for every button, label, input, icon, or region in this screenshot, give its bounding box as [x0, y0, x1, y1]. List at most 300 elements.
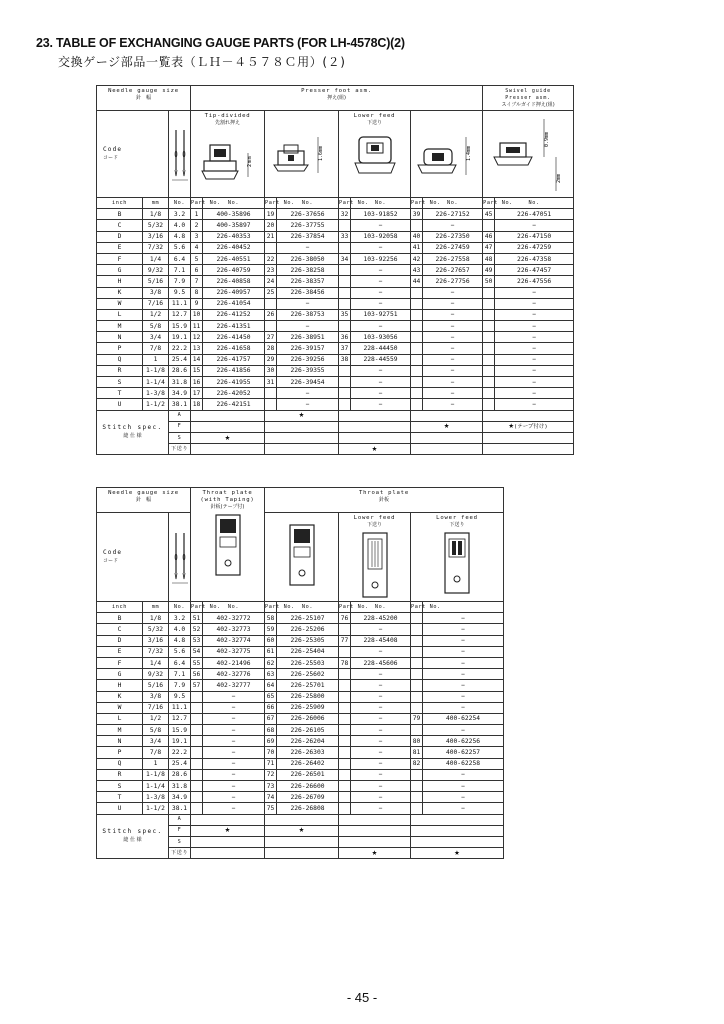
table-cell: − — [203, 691, 265, 702]
table-cell: − — [351, 265, 411, 276]
table-cell: 9.5 — [169, 287, 191, 298]
table-cell — [191, 691, 203, 702]
table-cell: 61 — [265, 646, 277, 657]
table-cell: − — [423, 657, 504, 668]
table-cell: 226-26105 — [277, 725, 339, 736]
table-cell: − — [423, 343, 483, 354]
code-letter: D — [97, 635, 143, 646]
spec-f-presser — [265, 421, 339, 432]
table-cell: 226-38456 — [277, 287, 339, 298]
stitch-spec-label — [97, 410, 169, 455]
table-cell: 226-40353 — [203, 231, 265, 242]
table-cell: − — [423, 669, 504, 680]
table-row — [97, 792, 504, 803]
code-letter: D — [97, 231, 143, 242]
table-cell — [483, 365, 495, 376]
col-no: No. — [169, 198, 191, 209]
col-part-no: Part No. — [339, 198, 351, 209]
table-cell: 10 — [191, 309, 203, 320]
table-cell: 1 — [143, 758, 169, 769]
table-cell: 53 — [191, 635, 203, 646]
table-cell: 67 — [265, 713, 277, 724]
table-row — [97, 803, 504, 814]
table-cell: 38.1 — [169, 803, 191, 814]
table-cell — [411, 298, 423, 309]
code-cell — [97, 513, 169, 602]
page-number: - 45 - — [346, 990, 378, 1005]
table-cell: 402-32774 — [203, 635, 265, 646]
lower-feed-jp: 下送り — [366, 522, 382, 528]
code-letter: G — [97, 265, 143, 276]
table-cell: 36 — [339, 332, 351, 343]
table-cell — [411, 680, 423, 691]
table-row — [97, 691, 504, 702]
table-cell: 226-26204 — [277, 736, 339, 747]
table-cell: 1 — [191, 209, 203, 220]
table-cell: − — [277, 399, 339, 410]
col-part-no: Part No. — [191, 198, 203, 209]
stitch-spec-jp: 縫 仕 様 — [123, 837, 142, 844]
table-cell: − — [495, 321, 574, 332]
col-no: No. — [203, 198, 265, 209]
spec-lf-presser — [265, 444, 339, 455]
table-cell: − — [351, 713, 411, 724]
table-cell: 4.8 — [169, 635, 191, 646]
table-cell: 3/8 — [143, 691, 169, 702]
code-label: Code — [103, 146, 123, 153]
table-cell — [339, 758, 351, 769]
table-cell — [339, 365, 351, 376]
table-cell: − — [351, 377, 411, 388]
table-cell: 226-39454 — [277, 377, 339, 388]
table-cell — [411, 332, 423, 343]
table-cell: 4.8 — [169, 231, 191, 242]
table-cell: 226-27657 — [423, 265, 483, 276]
lower-feed-cell — [339, 111, 411, 198]
table-cell — [265, 321, 277, 332]
throat-plate-jp: 針板 — [379, 497, 390, 503]
code-letter: W — [97, 702, 143, 713]
table-cell: 5/8 — [143, 725, 169, 736]
spec-lowerfeed-label: 下送り — [169, 444, 191, 455]
table-cell: 226-25701 — [277, 680, 339, 691]
table-cell — [191, 769, 203, 780]
table-cell: 4.0 — [169, 220, 191, 231]
code-letter: C — [97, 220, 143, 231]
table-cell: 15.9 — [169, 725, 191, 736]
table-cell: 226-26600 — [277, 781, 339, 792]
table-cell: 5.6 — [169, 242, 191, 253]
spec2-s-4 — [411, 836, 504, 847]
table-cell: 42 — [411, 253, 423, 264]
table-cell: − — [495, 388, 574, 399]
table-cell: 1-1/4 — [143, 781, 169, 792]
table-cell — [339, 242, 351, 253]
code-cell — [97, 111, 169, 198]
table-cell: 72 — [265, 769, 277, 780]
table-cell: 12.7 — [169, 309, 191, 320]
code-letter: T — [97, 792, 143, 803]
table-cell: 13 — [191, 343, 203, 354]
table-cell: − — [351, 747, 411, 758]
table-cell: − — [423, 769, 504, 780]
needle-gauge-label: Needle gauge size — [108, 88, 179, 94]
table-row — [97, 713, 504, 724]
table-cell: 1/8 — [143, 613, 169, 624]
table-cell — [339, 321, 351, 332]
table-cell — [411, 388, 423, 399]
table-cell: 226-38258 — [277, 265, 339, 276]
table-cell: 14 — [191, 354, 203, 365]
table-cell — [483, 321, 495, 332]
table-cell — [265, 388, 277, 399]
table-cell: 77 — [339, 635, 351, 646]
code-letter: Q — [97, 758, 143, 769]
table-cell: − — [495, 365, 574, 376]
table-cell — [411, 725, 423, 736]
spec-lf-foot4 — [411, 444, 483, 455]
spec2-lf-3-star: ★ — [339, 848, 411, 859]
spec-a-foot4 — [411, 410, 483, 421]
table-cell — [191, 747, 203, 758]
stitch-spec-row — [97, 410, 574, 421]
table-cell: 65 — [265, 691, 277, 702]
table-cell: − — [351, 646, 411, 657]
presser-foot-label: Presser foot asm. — [301, 88, 372, 94]
table-row — [97, 309, 574, 320]
spec-f-lower — [339, 421, 411, 432]
table-cell: 103-91852 — [351, 209, 411, 220]
table-cell — [265, 399, 277, 410]
table-cell: 1-1/2 — [143, 803, 169, 814]
column-header-row — [97, 602, 504, 613]
table-cell: 49 — [483, 265, 495, 276]
table-cell: 228-45606 — [351, 657, 411, 668]
code-letter: K — [97, 691, 143, 702]
stitch-spec-row — [97, 814, 504, 825]
table-cell — [339, 781, 351, 792]
table-cell: 1-3/8 — [143, 792, 169, 803]
spec-f-swivel — [483, 421, 574, 432]
throat-plate-taping-jp: 針板(テープ付) — [210, 504, 245, 510]
column-header-row — [97, 198, 574, 209]
table-cell: 7/8 — [143, 343, 169, 354]
col-no: No. — [423, 198, 483, 209]
table-cell: − — [351, 736, 411, 747]
table-cell: 32 — [339, 209, 351, 220]
table-cell — [483, 220, 495, 231]
table-cell: 1-3/8 — [143, 388, 169, 399]
code-letter: B — [97, 613, 143, 624]
spec2-a-2 — [265, 814, 339, 825]
lower-feed-throat-cell-2 — [411, 513, 504, 602]
table-cell — [265, 242, 277, 253]
code-letter: L — [97, 713, 143, 724]
table-row — [97, 669, 504, 680]
table-cell: − — [203, 725, 265, 736]
table-cell: − — [351, 691, 411, 702]
code-letter: U — [97, 803, 143, 814]
table-cell — [411, 220, 423, 231]
swivel-guide-dimension-b: 2mm — [556, 173, 563, 183]
table-cell — [191, 758, 203, 769]
table-cell: 15 — [191, 365, 203, 376]
taped-note: (テープ付け) — [513, 423, 548, 430]
table-cell — [411, 803, 423, 814]
table-cell — [483, 332, 495, 343]
code-letter: F — [97, 253, 143, 264]
table-cell: 226-47358 — [495, 253, 574, 264]
table-cell — [411, 309, 423, 320]
spec-lf-swivel — [483, 444, 574, 455]
spec2-f-3 — [339, 825, 411, 836]
table-cell — [339, 265, 351, 276]
table-cell: 1-1/8 — [143, 769, 169, 780]
throat-plate-label: Throat plate — [359, 490, 410, 496]
table-cell: 34.9 — [169, 792, 191, 803]
lower-feed-jp: 下送り — [449, 522, 465, 528]
needle-illustration-cell — [169, 513, 191, 602]
table-cell: 7/16 — [143, 702, 169, 713]
table-cell: − — [351, 321, 411, 332]
table-cell — [411, 691, 423, 702]
table-cell: − — [495, 399, 574, 410]
table-cell: 226-41252 — [203, 309, 265, 320]
table-cell — [339, 725, 351, 736]
table-cell: 28 — [265, 343, 277, 354]
table-cell: 38.1 — [169, 399, 191, 410]
table-cell: − — [277, 242, 339, 253]
table-row — [97, 769, 504, 780]
table-cell: − — [423, 702, 504, 713]
table-cell: − — [203, 736, 265, 747]
stitch-spec-row — [97, 421, 574, 432]
presser-foot-dimension: 1.6mm — [317, 145, 324, 161]
table-cell: 226-27459 — [423, 242, 483, 253]
table-cell — [483, 354, 495, 365]
spec-a-lower — [339, 410, 411, 421]
table-cell: 226-38753 — [277, 309, 339, 320]
table-cell: 228-44559 — [351, 354, 411, 365]
table-cell: 20 — [265, 220, 277, 231]
table-cell: 402-32772 — [203, 613, 265, 624]
table-cell: 22.2 — [169, 747, 191, 758]
table-row — [97, 253, 574, 264]
table-cell: 1/4 — [143, 253, 169, 264]
spec-f-label: F — [169, 421, 191, 432]
spec2-s-3 — [339, 836, 411, 847]
table-cell: − — [495, 354, 574, 365]
table-cell: − — [351, 388, 411, 399]
table-cell: − — [351, 725, 411, 736]
table-cell: 75 — [265, 803, 277, 814]
presser-foot-4-illustration-cell — [411, 111, 483, 198]
needle-illustration-cell — [169, 111, 191, 198]
table-cell: 56 — [191, 669, 203, 680]
stitch-spec-row — [97, 432, 574, 443]
spec-f-label: F — [169, 825, 191, 836]
table-cell: 29 — [265, 354, 277, 365]
table-cell: 31.8 — [169, 781, 191, 792]
table-row — [97, 265, 574, 276]
table-cell: 7/16 — [143, 298, 169, 309]
swivel-guide-illustration-cell — [483, 111, 574, 198]
table-cell: − — [423, 635, 504, 646]
table-cell: − — [203, 702, 265, 713]
table-cell: − — [495, 343, 574, 354]
col-no: No. — [169, 602, 191, 613]
table-cell: − — [495, 298, 574, 309]
table-cell: − — [351, 781, 411, 792]
spec-f-tip — [191, 421, 265, 432]
needle-gauge-jp: 針 幅 — [135, 95, 151, 101]
table-row — [97, 377, 574, 388]
table-cell: 80 — [411, 736, 423, 747]
table-cell: 19 — [265, 209, 277, 220]
code-letter: M — [97, 725, 143, 736]
table-cell: 47 — [483, 242, 495, 253]
spec-s-tip-star: ★ — [191, 432, 265, 443]
table-cell: 402-21496 — [203, 657, 265, 668]
table-cell: 402-32775 — [203, 646, 265, 657]
table-cell: 34.9 — [169, 388, 191, 399]
presser-foot-4-dimension: 1.4mm — [465, 145, 472, 161]
lower-feed-jp: 下送り — [366, 120, 382, 126]
table-cell: 226-40957 — [203, 287, 265, 298]
header-row-2 — [97, 513, 504, 602]
table-cell: 41 — [411, 242, 423, 253]
table-cell: − — [423, 792, 504, 803]
table-cell: − — [351, 792, 411, 803]
spec2-a-3 — [339, 814, 411, 825]
table-cell: 60 — [265, 635, 277, 646]
table-cell: 64 — [265, 680, 277, 691]
table-cell: 69 — [265, 736, 277, 747]
table-cell: 226-25800 — [277, 691, 339, 702]
table-cell: 7/32 — [143, 242, 169, 253]
table-cell — [191, 781, 203, 792]
col-part-no: Part No. — [411, 198, 423, 209]
table-cell: 226-41450 — [203, 332, 265, 343]
table-cell — [483, 343, 495, 354]
code-letter: E — [97, 242, 143, 253]
stitch-spec-text: Stitch spec. — [102, 424, 163, 432]
col-no: No. — [203, 602, 265, 613]
table-cell: 30 — [265, 365, 277, 376]
presser-foot-illustration-cell — [265, 111, 339, 198]
table-cell: 228-44450 — [351, 343, 411, 354]
table-cell: 226-39355 — [277, 365, 339, 376]
spec-a-presser-star: ★ — [265, 410, 339, 421]
swivel-guide-jp: スイブルガイド押え(組) — [501, 102, 555, 108]
table-cell: 226-26808 — [277, 803, 339, 814]
swivel-guide-header — [483, 86, 574, 111]
table-cell: 103-93056 — [351, 332, 411, 343]
col-part-no: Part No. — [191, 602, 203, 613]
table-cell: 25.4 — [169, 758, 191, 769]
table-cell — [483, 388, 495, 399]
table-cell: 226-47457 — [495, 265, 574, 276]
tip-divided-presser-foot-icon — [196, 127, 260, 187]
table-cell: 45 — [483, 209, 495, 220]
table-cell: 103-92256 — [351, 253, 411, 264]
table-cell — [339, 377, 351, 388]
table-cell: 78 — [339, 657, 351, 668]
table-cell: 68 — [265, 725, 277, 736]
table-cell: 226-25305 — [277, 635, 339, 646]
table-cell: 70 — [265, 747, 277, 758]
table-cell: − — [203, 747, 265, 758]
table-cell: 66 — [265, 702, 277, 713]
code-letter: H — [97, 680, 143, 691]
table-cell — [411, 624, 423, 635]
table-cell — [411, 377, 423, 388]
throat-plate-illustration-cell — [265, 513, 339, 602]
tip-divided-label: Tip-divided — [204, 113, 251, 119]
table-cell — [411, 365, 423, 376]
table-cell: 3/16 — [143, 635, 169, 646]
table-cell — [191, 792, 203, 803]
table-cell — [411, 343, 423, 354]
spec2-lf-2 — [265, 848, 339, 859]
table-cell: 1-1/4 — [143, 377, 169, 388]
table-cell — [339, 713, 351, 724]
col-no: No. — [351, 198, 411, 209]
spec2-f-2-star: ★ — [265, 825, 339, 836]
table-row — [97, 231, 574, 242]
table-cell: − — [351, 276, 411, 287]
col-part-no: Part No. — [265, 198, 277, 209]
table-cell — [339, 388, 351, 399]
table-cell: 226-41757 — [203, 354, 265, 365]
spec2-f-4 — [411, 825, 504, 836]
table-cell: − — [423, 377, 483, 388]
swivel-guide-presser-icon — [484, 113, 572, 195]
stitch-spec-jp: 縫 仕 様 — [123, 433, 142, 440]
table-cell: 226-25404 — [277, 646, 339, 657]
presser-foot-header — [191, 86, 483, 111]
table-cell: − — [495, 332, 574, 343]
table-cell — [411, 657, 423, 668]
col-part-no: Part No. — [265, 602, 277, 613]
table-cell — [339, 803, 351, 814]
table-cell: − — [423, 220, 483, 231]
code-letter: C — [97, 624, 143, 635]
table-cell: 228-45408 — [351, 635, 411, 646]
col-mm: mm — [143, 602, 169, 613]
table-cell: 1-1/2 — [143, 399, 169, 410]
table-cell: 226-41054 — [203, 298, 265, 309]
header-row-2 — [97, 111, 574, 198]
code-letter: E — [97, 646, 143, 657]
table2-body — [97, 613, 504, 814]
code-letter: P — [97, 747, 143, 758]
table-cell: 103-92058 — [351, 231, 411, 242]
table-cell: − — [351, 803, 411, 814]
table-cell: 226-40452 — [203, 242, 265, 253]
table-cell: − — [423, 613, 504, 624]
table-cell: 226-47150 — [495, 231, 574, 242]
table-cell: − — [203, 758, 265, 769]
table-cell: 25.4 — [169, 354, 191, 365]
table-cell: 7/8 — [143, 747, 169, 758]
table-cell: − — [495, 309, 574, 320]
page-title: 23. TABLE OF EXCHANGING GAUGE PARTS (FOR LH-4578C)(2) — [36, 36, 405, 50]
table-cell: − — [203, 781, 265, 792]
table-cell: 26 — [265, 309, 277, 320]
table-cell: 12 — [191, 332, 203, 343]
table-cell: − — [351, 298, 411, 309]
